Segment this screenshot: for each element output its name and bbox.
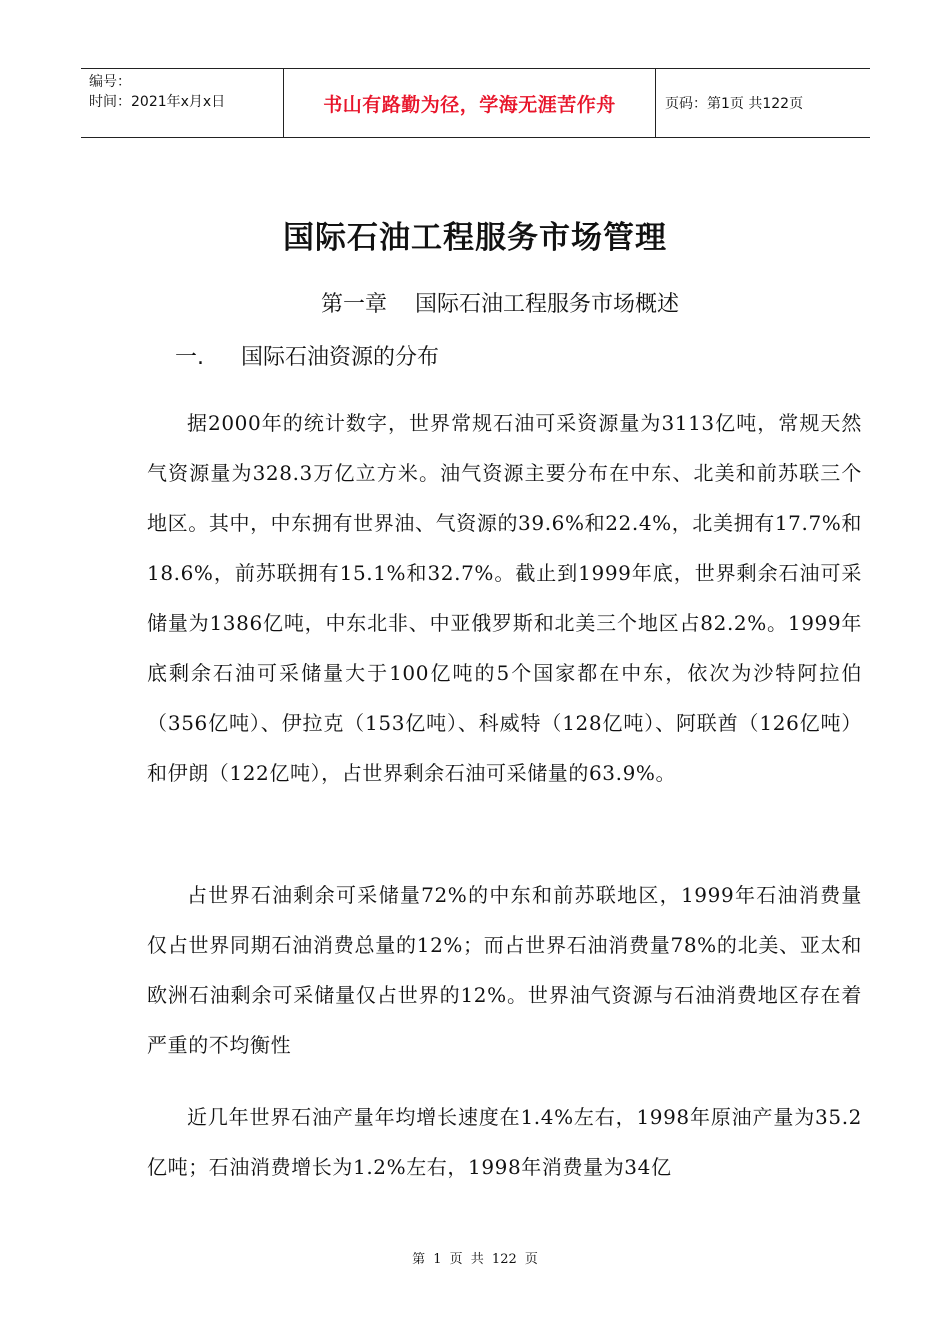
paragraph: 占世界石油剩余可采储量72%的中东和前苏联地区，1999年石油消费量仅占世界同期石油消费总量的12%；而占世界石油消费量78%的北美、亚太和欧洲石油剩余可采储量仅占世界的12%。世界油气资源与石油消费地区存在着严重的不均衡性 (147, 883, 862, 1057)
page-info-text: 页码：第1页 共122页 (665, 96, 804, 112)
paragraph: 近几年世界石油产量年均增长速度在1.4%左右，1998年原油产量为35.2亿吨；石油消费增长为1.2%左右，1998年消费量为34亿 (147, 1105, 862, 1179)
page-footer: 第 1 页 共 122 页 (412, 1252, 538, 1267)
header-page-info (656, 69, 870, 137)
section-heading (175, 340, 439, 371)
code-label: 编号： (89, 74, 131, 90)
header-meta (81, 69, 283, 137)
document-header (81, 68, 870, 138)
header-motto-cell (283, 69, 656, 137)
date-label: 时间：2021年x月x日 (89, 94, 226, 110)
paragraph: 据2000年的统计数字，世界常规石油可采资源量为3113亿吨，常规天然气资源量为328.3万亿立方米。油气资源主要分布在中东、北美和前苏联三个地区。其中，中东拥有世界油、气资源的39.6%和22.4%，北美拥有17.7%和18.6%，前苏联拥有15.1%和32.7%。截止到1999年底，世界剩余石油可采储量为1386亿吨，中东北非、中亚俄罗斯和北美三个地区占82.2%。1999年底剩余石油可采储量大于100亿吨的5个国家都在中东，依次为沙特阿拉伯（356亿吨）、伊拉克（153亿吨）、科威特（128亿吨）、阿联酋（126亿吨）和伊朗（122亿吨），占世界剩余石油可采储量的63.9%。 (147, 411, 862, 785)
section-number: 一. (175, 345, 204, 370)
document-title: 国际石油工程服务市场管理 (283, 220, 667, 256)
motto-text: 书山有路勤为径，学海无涯苦作舟 (323, 93, 616, 116)
section-title: 国际石油资源的分布 (241, 345, 440, 370)
chapter-heading: 第一章 国际石油工程服务市场概述 (321, 292, 679, 317)
